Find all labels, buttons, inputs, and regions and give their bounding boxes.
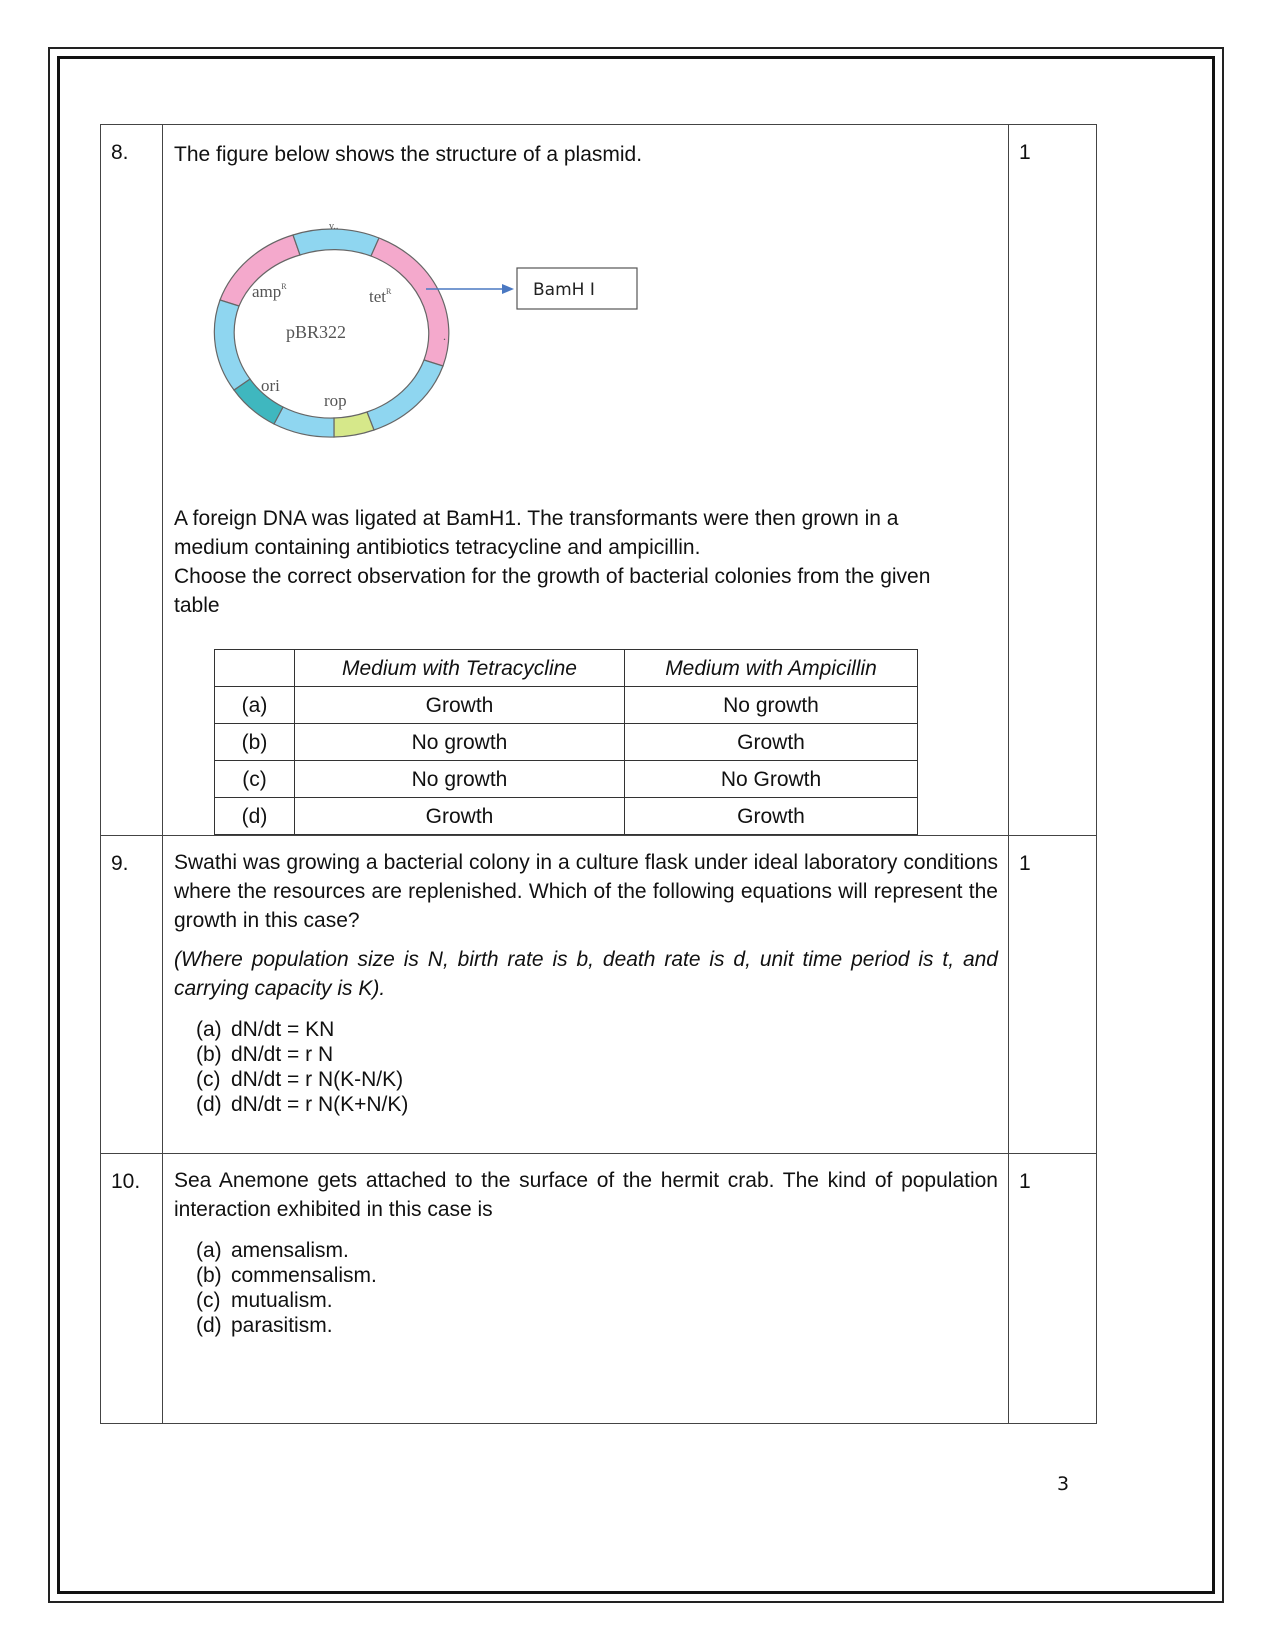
amp-label: amp$^R$ <box>252 282 287 301</box>
observation-row <box>215 687 918 724</box>
question-body <box>163 836 1009 1154</box>
observation-table <box>214 649 918 835</box>
option-item <box>196 1017 998 1042</box>
body-line: table <box>174 594 220 617</box>
option-label: (b) <box>196 1043 222 1066</box>
question-note: (Where population size is N, birth rate is b, death rate is d, unit time period is t, and carrying capacity is K). <box>174 948 998 1000</box>
option-item <box>196 1288 998 1313</box>
plasmid-figure <box>174 169 998 474</box>
body-line: medium containing antibiotics tetracycline and ampicillin. <box>174 536 701 559</box>
option-text: dN/dt = r N(K-N/K) <box>231 1068 404 1091</box>
question-row-10 <box>101 1154 1097 1424</box>
options-list <box>196 1238 998 1338</box>
question-body <box>163 1154 1009 1424</box>
body-line: A foreign DNA was ligated at BamH1. The transformants were then grown in a <box>174 507 899 530</box>
question-number: 10. <box>101 1154 163 1424</box>
ori-label: ori <box>261 376 280 395</box>
observation-row <box>215 798 918 835</box>
tetracycline-cell: Growth <box>295 687 625 724</box>
rop-label: rop <box>324 391 347 410</box>
options-list <box>196 1017 998 1117</box>
top-blue-segment <box>293 229 379 256</box>
option-label: (d) <box>215 798 295 835</box>
option-label: (b) <box>215 724 295 761</box>
question-stem: Swathi was growing a bacterial colony in a culture flask under ideal laboratory conditions where the resources are replenished. Which of the following equations will represent the growth in this case? <box>174 851 998 932</box>
option-text: parasitism. <box>231 1314 333 1337</box>
question-stem: The figure below shows the structure of a plasmid. <box>174 143 643 166</box>
option-label: (a) <box>196 1018 222 1041</box>
question-stem: Sea Anemone gets attached to the surface of the hermit crab. The kind of population interaction exhibited in this case is <box>174 1169 998 1221</box>
option-item <box>196 1238 998 1263</box>
observation-row <box>215 761 918 798</box>
question-row-9 <box>101 836 1097 1154</box>
option-item <box>196 1263 998 1288</box>
question-marks: 1 <box>1009 1154 1097 1424</box>
option-label: (c) <box>196 1289 221 1312</box>
page-number: 3 <box>1057 1473 1070 1495</box>
right-blue-segment <box>367 360 443 430</box>
option-label: (c) <box>215 761 295 798</box>
option-text: commensalism. <box>231 1264 377 1287</box>
option-item <box>196 1042 998 1067</box>
option-text: dN/dt = KN <box>231 1018 335 1041</box>
rop-segment <box>334 412 374 437</box>
question-marks: 1 <box>1009 125 1097 836</box>
question-row-8 <box>101 125 1097 836</box>
option-label: (d) <box>196 1314 222 1337</box>
option-text: amensalism. <box>231 1239 349 1262</box>
svg-text:v..: v.. <box>329 221 339 232</box>
option-item <box>196 1067 998 1092</box>
question-body <box>163 125 1009 836</box>
option-label: (c) <box>196 1068 221 1091</box>
questions-table <box>100 124 1097 1424</box>
tetracycline-cell: Growth <box>295 798 625 835</box>
left-blue-segment <box>214 300 250 390</box>
option-text: mutualism. <box>231 1289 333 1312</box>
svg-text:.: . <box>443 329 446 343</box>
plasmid-diagram <box>204 203 664 453</box>
ampicillin-cell: Growth <box>625 724 918 761</box>
tet-label: tet$^R$ <box>369 287 392 306</box>
question-marks: 1 <box>1009 836 1097 1154</box>
tetracycline-cell: No growth <box>295 761 625 798</box>
option-text: dN/dt = r N(K+N/K) <box>231 1093 409 1116</box>
header-cell: Medium with Ampicillin <box>625 650 918 687</box>
plasmid-name-label: pBR322 <box>286 322 347 342</box>
header-cell: Medium with Tetracycline <box>295 650 625 687</box>
bamh-label: BamH I <box>533 280 595 300</box>
body-line: Choose the correct observation for the growth of bacterial colonies from the given <box>174 565 931 588</box>
option-label: (a) <box>196 1239 222 1262</box>
tetracycline-cell: No growth <box>295 724 625 761</box>
option-label: (d) <box>196 1093 222 1116</box>
question-number: 9. <box>101 836 163 1154</box>
option-item <box>196 1313 998 1338</box>
option-label: (b) <box>196 1264 222 1287</box>
ampicillin-cell: No growth <box>625 687 918 724</box>
observation-row <box>215 724 918 761</box>
question-number: 8. <box>101 125 163 836</box>
bottom-blue-segment <box>274 407 334 437</box>
header-cell <box>215 650 295 687</box>
option-text: dN/dt = r N <box>231 1043 334 1066</box>
option-item <box>196 1092 998 1117</box>
observation-header-row <box>215 650 918 687</box>
ampicillin-cell: Growth <box>625 798 918 835</box>
bamh-arrow-head <box>502 284 514 294</box>
option-label: (a) <box>215 687 295 724</box>
ampicillin-cell: No Growth <box>625 761 918 798</box>
